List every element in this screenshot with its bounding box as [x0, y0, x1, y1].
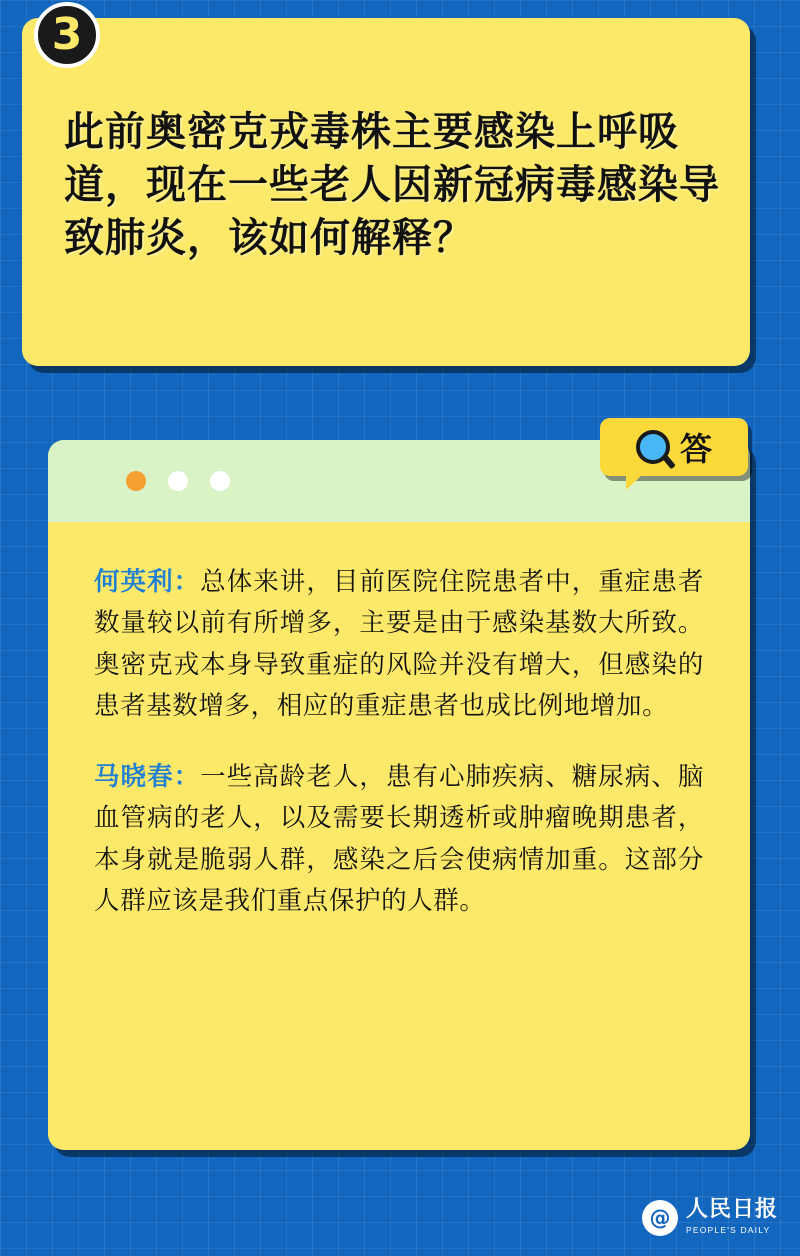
answer-tab-label: 答 [679, 430, 712, 468]
publisher-logo [642, 1198, 778, 1238]
logo-name-en: PEOPLE'S DAILY [685, 1225, 771, 1236]
logo-text [686, 1198, 778, 1238]
question-card [22, 9, 750, 366]
at-icon: @ [642, 1200, 678, 1236]
answer-text-2: 一些高龄老人，患有心肺疾病、糖尿病、脑血管病的老人，以及需要长期透析或肿瘤晚期患者，本身就是脆弱人群，感染之后会使病情加重。这部分人群应该是我们重点保护的人群。 [94, 762, 704, 917]
answer-text-1: 总体来讲，目前医院住院患者中，重症患者数量较以前有所增多，主要是由于感染基数大所致。奥密克戎本身导致重症的风险并没有增大，但感染的患者基数增多，相应的重症患者也成比例地增加。 [94, 567, 704, 721]
logo-name-cn: 人民日报 [685, 1197, 778, 1223]
answer-paragraph-1 [94, 562, 704, 727]
answer-paragraph-2 [94, 757, 704, 922]
answer-card [48, 440, 750, 1150]
magnifier-icon [636, 430, 670, 464]
question-number-badge: 3 [34, 2, 100, 68]
answer-tab [600, 418, 748, 476]
answer-body [48, 522, 750, 922]
question-text: 此前奥密克戎毒株主要感染上呼吸道，现在一些老人因新冠病毒感染导致肺炎，该如何解释？ [64, 109, 720, 261]
window-dot-orange [126, 471, 146, 491]
speaker-name-1: 何英利： [94, 567, 201, 597]
window-dot-white-2 [210, 471, 230, 491]
speaker-name-2: 马晓春： [94, 762, 201, 793]
window-dot-white-1 [168, 471, 188, 491]
